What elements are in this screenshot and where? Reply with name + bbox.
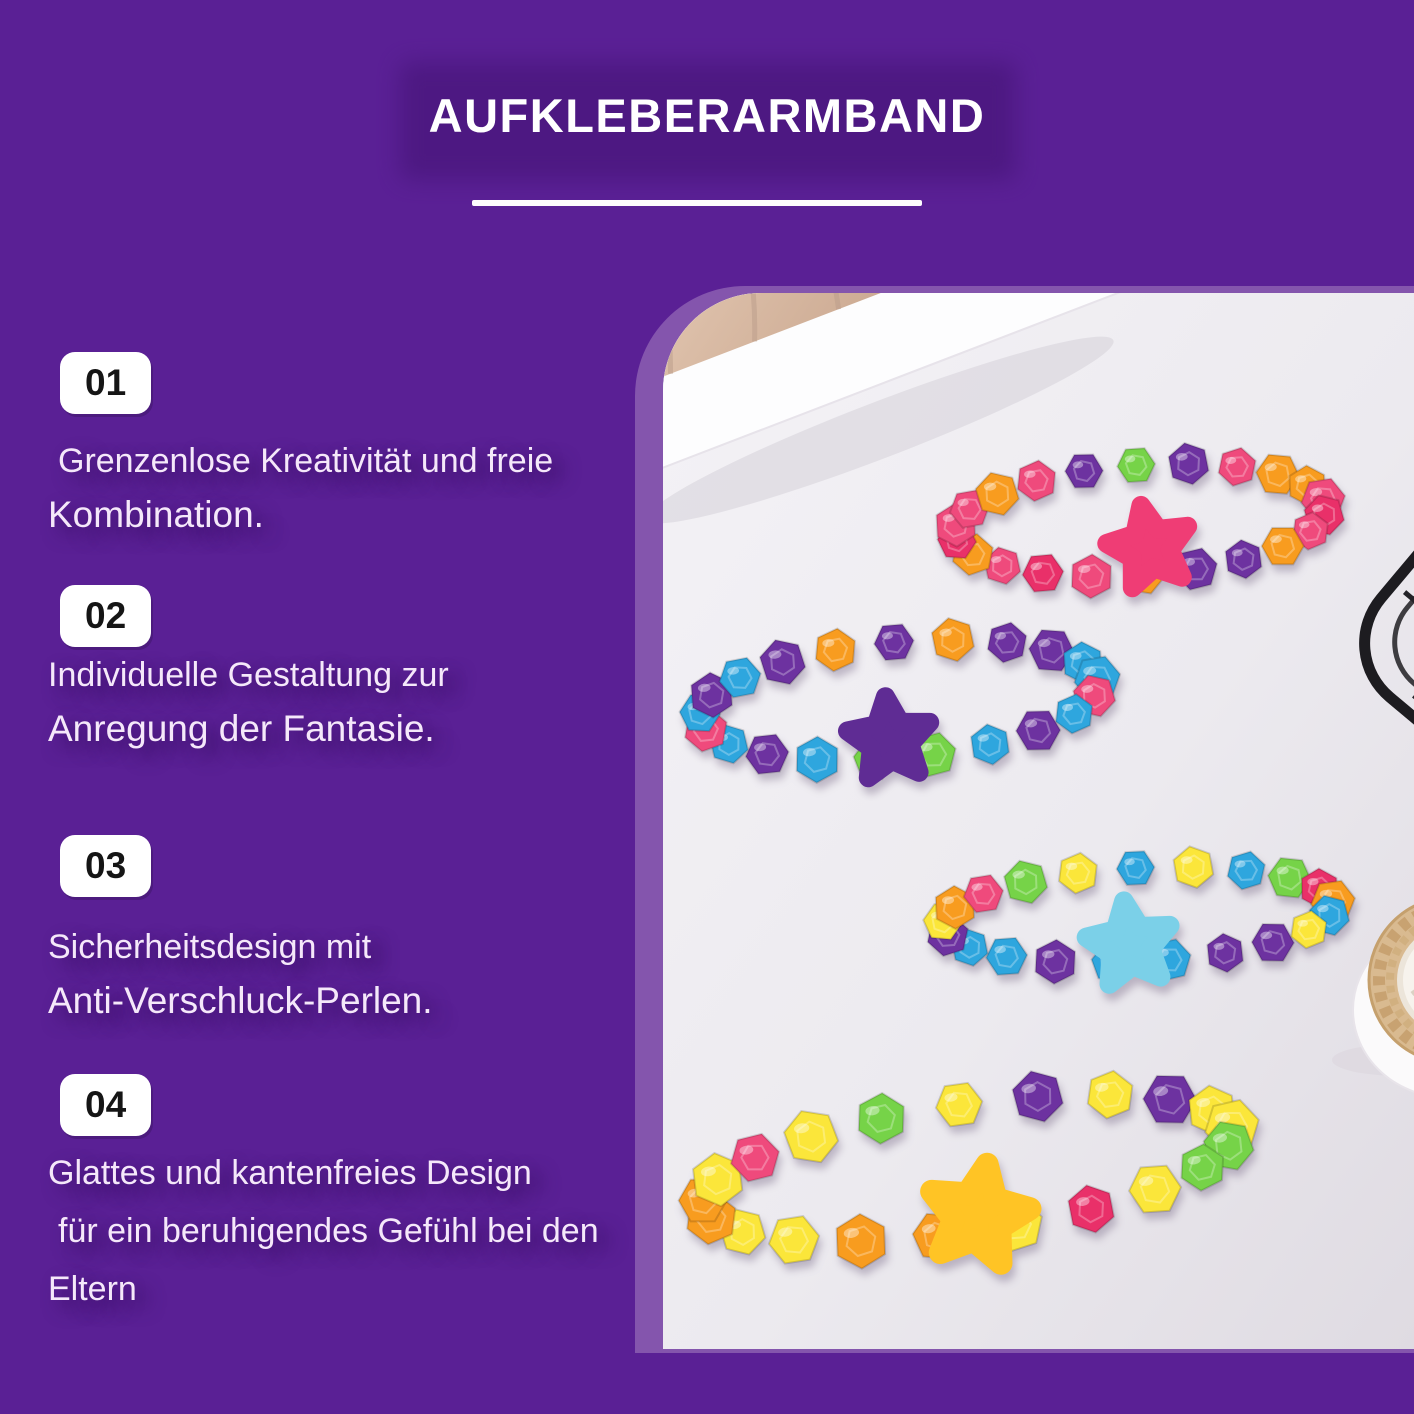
feature-line: Anregung der Fantasie. bbox=[48, 708, 435, 749]
photo-panel bbox=[635, 286, 1414, 1353]
feature-number-badge: 01 bbox=[60, 352, 151, 414]
feature-line: Eltern bbox=[48, 1270, 137, 1308]
feature-line: Anti-Verschluck-Perlen. bbox=[48, 980, 433, 1021]
product-photo-scene bbox=[663, 293, 1414, 1349]
feature-text bbox=[48, 434, 553, 542]
page-title: AUFKLEBERARMBAND bbox=[428, 89, 986, 142]
product-photo bbox=[663, 293, 1414, 1349]
feature-line: Grenzenlose Kreativität und freie bbox=[58, 442, 554, 480]
feature-text bbox=[48, 648, 449, 756]
feature-number-badge: 02 bbox=[60, 585, 151, 647]
feature-number-badge: 03 bbox=[60, 835, 151, 897]
feature-text bbox=[48, 920, 433, 1028]
title-underline bbox=[472, 200, 922, 206]
feature-text bbox=[48, 1144, 599, 1318]
feature-line: Individuelle Gestaltung zur bbox=[48, 656, 449, 694]
feature-number-badge: 04 bbox=[60, 1074, 151, 1136]
feature-line: Glattes und kantenfreies Design bbox=[48, 1154, 532, 1192]
feature-line: Sicherheitsdesign mit bbox=[48, 928, 372, 966]
feature-line: für ein beruhigendes Gefühl bei den bbox=[58, 1212, 599, 1250]
feature-line: Kombination. bbox=[48, 494, 264, 535]
